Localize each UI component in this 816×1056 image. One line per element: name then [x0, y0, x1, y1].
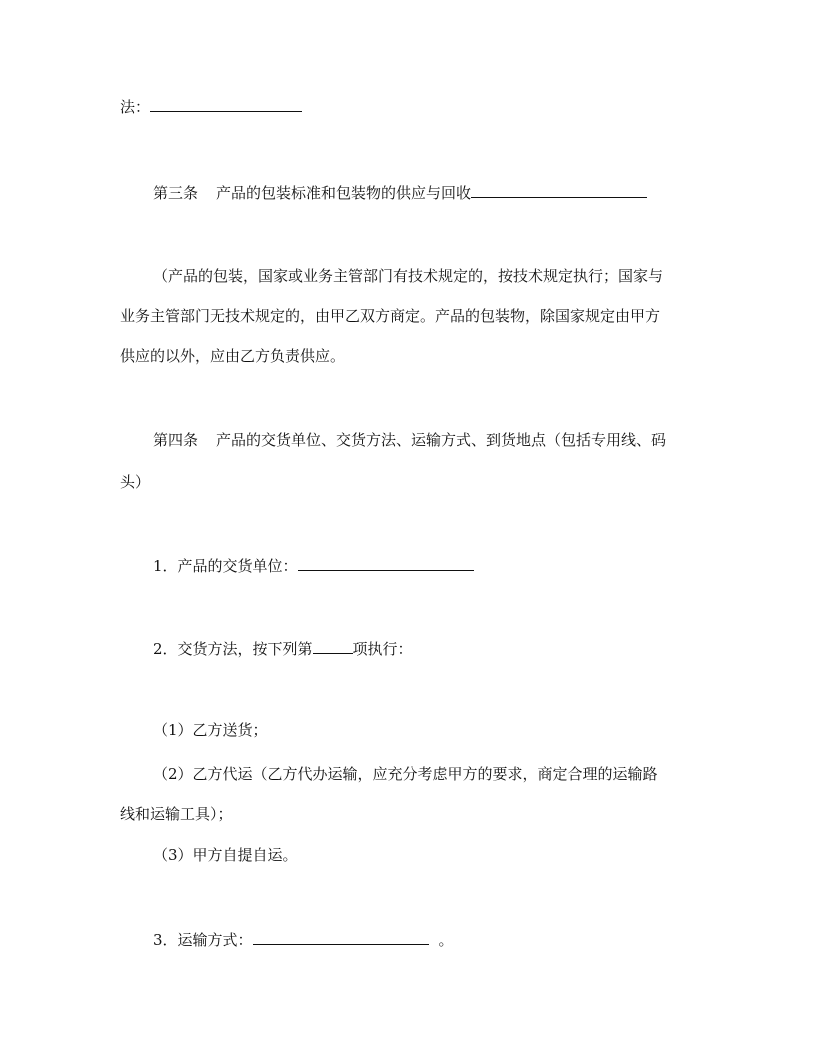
method-label: 法：: [120, 98, 151, 116]
transport-method-blank[interactable]: [253, 929, 429, 945]
item-2-label-after: 项执行：: [352, 640, 413, 658]
option-1: （1）乙方送货；: [153, 721, 268, 739]
article-3-number: 第三条: [153, 184, 199, 202]
option-2-line-2: 线和运输工具）；: [120, 805, 233, 823]
option-3: （3）甲方自提自运。: [153, 846, 298, 864]
item-2-delivery-method: [153, 638, 733, 659]
article-4-heading: [153, 430, 733, 450]
method-line: [120, 96, 700, 117]
article-3-title: 产品的包装标准和包装物的供应与回收: [216, 184, 472, 202]
item-2-label-before: 2．交货方法，按下列第: [153, 640, 313, 658]
option-2-line-1: （2）乙方代运（乙方代办运输，应充分考虑甲方的要求，商定合理的运输路: [153, 765, 658, 783]
item-3-end: 。: [438, 931, 454, 949]
packaging-paragraph-line-1: （产品的包装，国家或业务主管部门有技术规定的，按技术规定执行；国家与: [153, 267, 664, 285]
article-4-number: 第四条: [153, 431, 199, 449]
delivery-method-blank[interactable]: [313, 638, 353, 654]
method-blank[interactable]: [150, 96, 302, 112]
item-1-delivery-unit: [153, 555, 733, 576]
article-3-heading: [153, 182, 733, 203]
item-3-label: 3．运输方式：: [153, 931, 253, 949]
delivery-unit-blank[interactable]: [298, 555, 474, 571]
packaging-paragraph-line-2: 业务主管部门无技术规定的，由甲乙双方商定。产品的包装物，除国家规定由甲方: [120, 307, 661, 325]
article-4-title: 产品的交货单位、交货方法、运输方式、到货地点（包括专用线、码: [216, 431, 667, 449]
article-3-blank[interactable]: [471, 182, 647, 198]
packaging-paragraph-line-3: 供应的以外，应由乙方负责供应。: [120, 347, 346, 365]
item-1-label: 1．产品的交货单位：: [153, 557, 298, 575]
article-4-title-continued: 头）: [120, 473, 151, 491]
item-3-transport-method: [153, 929, 733, 950]
